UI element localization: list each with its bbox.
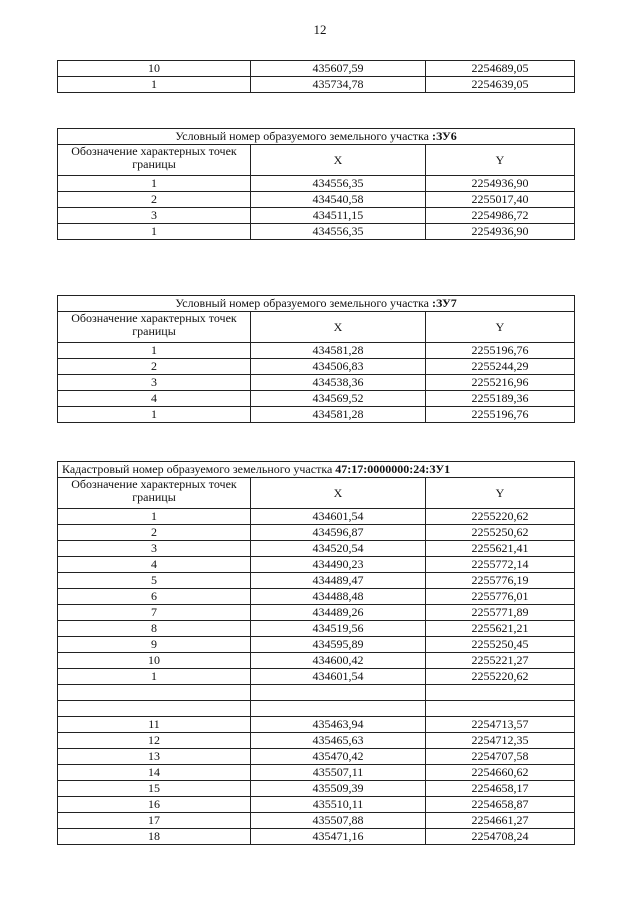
y-cell: 2254660,62 [426,765,575,781]
table-row [58,541,575,557]
y-cell: 2255221,27 [426,653,575,669]
y-cell: 2255220,62 [426,669,575,685]
point-cell: 2 [58,192,251,208]
table-row [58,343,575,359]
point-cell: 1 [58,669,251,685]
x-cell: 434519,56 [251,621,426,637]
x-cell: 434540,58 [251,192,426,208]
table-row [58,375,575,391]
header-y: Y [426,312,575,343]
table-row [58,653,575,669]
y-cell: 2255216,96 [426,375,575,391]
point-cell: 5 [58,573,251,589]
x-cell: 434556,35 [251,176,426,192]
point-cell: 11 [58,717,251,733]
y-cell: 2255250,62 [426,525,575,541]
table-row [58,749,575,765]
header-y: Y [426,478,575,509]
y-cell: 2254713,57 [426,717,575,733]
table-row [58,525,575,541]
point-cell: 8 [58,621,251,637]
x-cell: 435471,16 [251,829,426,845]
y-cell: 2255196,76 [426,343,575,359]
y-cell: 2255621,41 [426,541,575,557]
caption-prefix: Условный номер образуемого земельного участка [175,129,429,143]
y-cell: 2255244,29 [426,359,575,375]
x-cell: 434601,54 [251,669,426,685]
point-cell: 1 [58,509,251,525]
point-cell: 18 [58,829,251,845]
y-cell: 2254658,87 [426,797,575,813]
x-cell: 434581,28 [251,407,426,423]
y-cell: 2255220,62 [426,509,575,525]
point-cell: 10 [58,61,251,77]
table-row [58,208,575,224]
y-cell: 2255196,76 [426,407,575,423]
x-cell: 434600,42 [251,653,426,669]
x-cell: 434506,83 [251,359,426,375]
point-cell: 17 [58,813,251,829]
x-cell: 434595,89 [251,637,426,653]
header-point: Обозначение характерных точек границы [58,145,251,176]
point-cell: 3 [58,375,251,391]
point-cell: 12 [58,733,251,749]
table-row [58,813,575,829]
point-cell: 14 [58,765,251,781]
table-row [58,669,575,685]
table-row [58,781,575,797]
header-point: Обозначение характерных точек границы [58,478,251,509]
table-zu1 [57,461,575,845]
y-cell: 2254986,72 [426,208,575,224]
point-cell: 3 [58,208,251,224]
point-cell: 16 [58,797,251,813]
point-cell: 1 [58,224,251,240]
y-cell: 2255017,40 [426,192,575,208]
plot-code: :ЗУ7 [431,296,457,310]
x-cell: 434488,48 [251,589,426,605]
point-cell: 13 [58,749,251,765]
table-caption [58,129,575,145]
x-cell: 434520,54 [251,541,426,557]
table-row [58,589,575,605]
y-cell: 2254661,27 [426,813,575,829]
table-row [58,61,575,77]
x-cell: 434489,47 [251,573,426,589]
table-row [58,77,575,93]
table-row [58,176,575,192]
point-cell: 7 [58,605,251,621]
y-cell: 2254712,35 [426,733,575,749]
table-row [58,359,575,375]
header-point: Обозначение характерных точек границы [58,312,251,343]
table-row [58,407,575,423]
separator-row [58,685,575,701]
y-cell: 2255776,01 [426,589,575,605]
table-row [58,192,575,208]
table-row [58,637,575,653]
x-cell: 435607,59 [251,61,426,77]
x-cell: 434556,35 [251,224,426,240]
table-caption [58,462,575,478]
x-cell: 434511,15 [251,208,426,224]
table-header [58,312,575,343]
table-row [58,224,575,240]
table-row [58,509,575,525]
table-row [58,621,575,637]
caption-prefix: Кадастровый номер образуемого земельного участка [62,462,333,476]
point-cell: 10 [58,653,251,669]
table-zu7 [57,295,575,423]
caption-prefix: Условный номер образуемого земельного участка [175,296,429,310]
y-cell: 2255621,21 [426,621,575,637]
x-cell: 435734,78 [251,77,426,93]
x-cell: 434581,28 [251,343,426,359]
table-row [58,717,575,733]
x-cell: 435470,42 [251,749,426,765]
point-cell: 4 [58,391,251,407]
point-cell: 4 [58,557,251,573]
x-cell: 434569,52 [251,391,426,407]
table-row [58,797,575,813]
table-row [58,391,575,407]
table-header [58,478,575,509]
y-cell: 2254708,24 [426,829,575,845]
point-cell: 15 [58,781,251,797]
y-cell: 2255772,14 [426,557,575,573]
y-cell: 2255771,89 [426,605,575,621]
x-cell: 434596,87 [251,525,426,541]
header-x: X [251,478,426,509]
y-cell: 2254707,58 [426,749,575,765]
point-cell: 1 [58,77,251,93]
header-x: X [251,145,426,176]
table-zu6 [57,128,575,240]
y-cell: 2255776,19 [426,573,575,589]
point-cell: 1 [58,343,251,359]
table-header [58,145,575,176]
x-cell: 435509,39 [251,781,426,797]
point-cell: 2 [58,525,251,541]
x-cell: 434490,23 [251,557,426,573]
x-cell: 435507,11 [251,765,426,781]
table-row [58,573,575,589]
point-cell: 1 [58,407,251,423]
x-cell: 434538,36 [251,375,426,391]
y-cell: 2254689,05 [426,61,575,77]
page-number: 12 [313,22,327,37]
point-cell: 6 [58,589,251,605]
table-row [58,765,575,781]
point-cell: 3 [58,541,251,557]
point-cell: 1 [58,176,251,192]
y-cell: 2254658,17 [426,781,575,797]
y-cell: 2254639,05 [426,77,575,93]
continuation-table [57,60,575,93]
x-cell: 435465,63 [251,733,426,749]
y-cell: 2254936,90 [426,176,575,192]
table-caption [58,296,575,312]
table-row [58,605,575,621]
x-cell: 435463,94 [251,717,426,733]
table-row [58,733,575,749]
point-cell: 9 [58,637,251,653]
cadastral-number: 47:17:0000000:24:ЗУ1 [335,462,451,476]
x-cell: 435507,88 [251,813,426,829]
x-cell: 434489,26 [251,605,426,621]
y-cell: 2255250,45 [426,637,575,653]
table-row [58,829,575,845]
x-cell: 435510,11 [251,797,426,813]
table-row [58,557,575,573]
header-x: X [251,312,426,343]
x-cell: 434601,54 [251,509,426,525]
point-cell: 2 [58,359,251,375]
y-cell: 2254936,90 [426,224,575,240]
separator-row [58,701,575,717]
plot-code: :ЗУ6 [431,129,457,143]
header-y: Y [426,145,575,176]
y-cell: 2255189,36 [426,391,575,407]
